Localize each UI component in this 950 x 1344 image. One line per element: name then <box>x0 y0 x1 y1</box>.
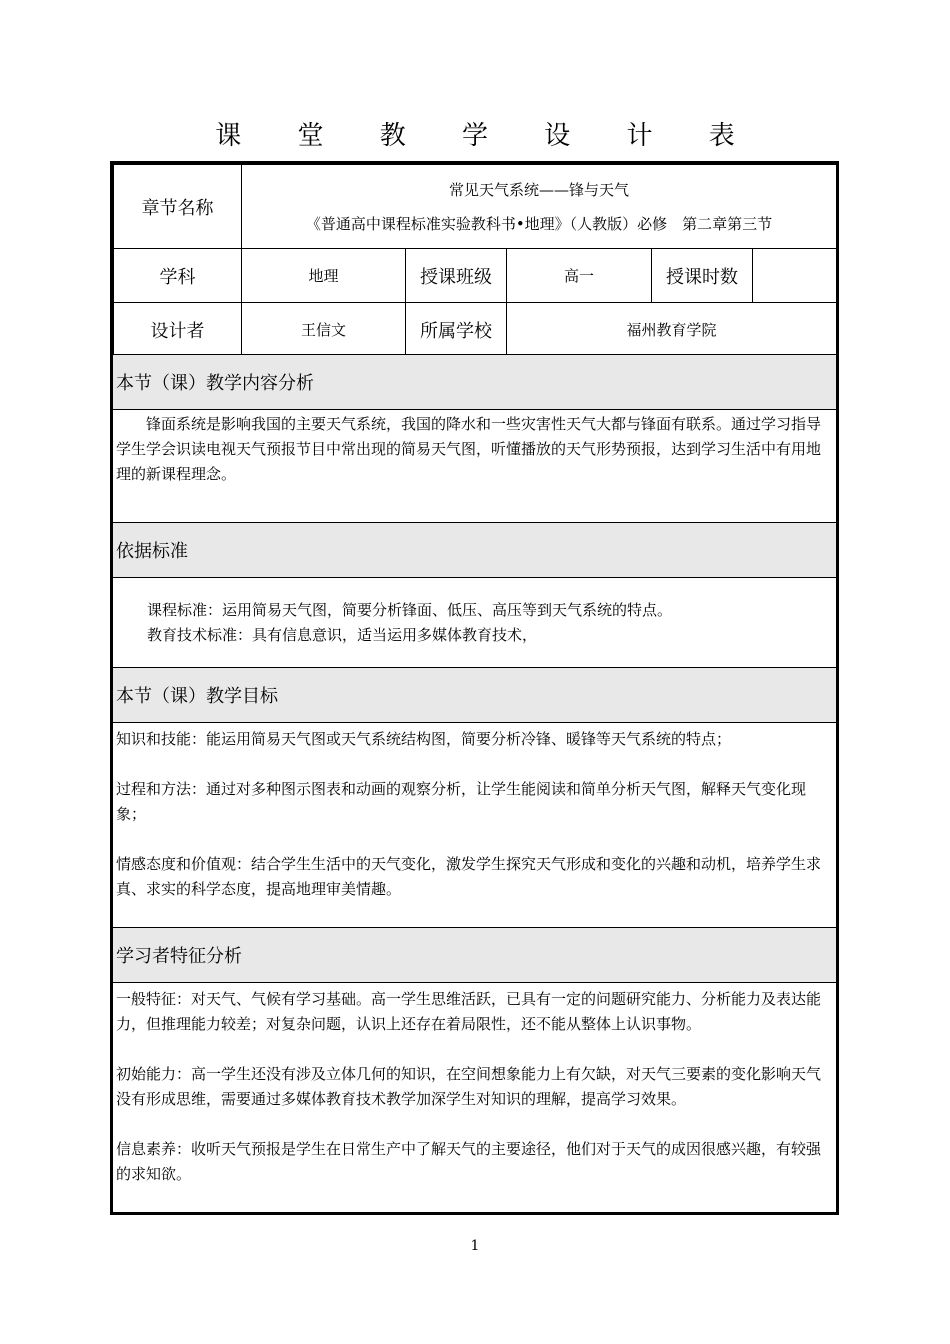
subject-value: 地理 <box>242 249 406 303</box>
page-title: 课 堂 教 学 设 计 表 <box>215 121 759 151</box>
chapter-title: 常见天气系统——锋与天气 <box>449 180 630 199</box>
learner-general: 一般特征：对天气、气候有学习基础。高一学生思维活跃，已具有一定的问题研究能力、分析能力及表达能力，但推理能力较差；对复杂问题，认识上还存在着局限性，还不能从整体上认识事物。 <box>116 990 822 1033</box>
objectives-heading: 本节（课）教学目标 <box>113 667 836 723</box>
school-value: 福州教育学院 <box>507 303 837 357</box>
content-analysis-body <box>113 412 836 487</box>
objectives-body <box>113 727 836 902</box>
class-value: 高一 <box>507 249 652 303</box>
tech-standard: 教育技术标准：具有信息意识，适当运用多媒体教育技术， <box>147 626 538 644</box>
content-analysis-heading: 本节（课）教学内容分析 <box>113 354 836 410</box>
chapter-label: 章节名称 <box>114 165 242 249</box>
chapter-value <box>242 165 837 249</box>
learners-body <box>113 987 836 1187</box>
designer-label: 设计者 <box>114 303 242 357</box>
class-label: 授课班级 <box>406 249 507 303</box>
header-table <box>113 164 837 357</box>
objective-knowledge: 知识和技能：能运用简易天气图或天气系统结构图，简要分析冷锋、暖锋等天气系统的特点； <box>116 730 732 748</box>
designer-value: 王信文 <box>242 303 406 357</box>
objective-process: 过程和方法：通过对多种图示图表和动画的观察分析，让学生能阅读和简单分析天气图，解释天气变化现象； <box>116 780 807 823</box>
subject-label: 学科 <box>114 249 242 303</box>
hours-label: 授课时数 <box>652 249 753 303</box>
learners-heading: 学习者特征分析 <box>113 927 836 983</box>
standards-heading: 依据标准 <box>113 522 836 578</box>
learner-initial: 初始能力：高一学生还没有涉及立体几何的知识，在空间想象能力上有欠缺，对天气三要素的变化影响天气没有形成思维，需要通过多媒体教育技术教学加深学生对知识的理解，提高学习效果。 <box>116 1065 822 1108</box>
course-standard: 课程标准：运用简易天气图，简要分析锋面、低压、高压等到天气系统的特点。 <box>147 601 673 619</box>
school-label: 所属学校 <box>406 303 507 357</box>
chapter-source: 《普通高中课程标准实验教科书•地理》（人教版）必修 第二章第三节 <box>305 214 773 233</box>
objective-emotion: 情感态度和价值观：结合学生生活中的天气变化，激发学生探究天气形成和变化的兴趣和动机，培养学生求真、求实的科学态度，提高地理审美情趣。 <box>116 855 822 898</box>
learner-info: 信息素养：收听天气预报是学生在日常生产中了解天气的主要途径，他们对于天气的成因很感兴趣，有较强的求知欲。 <box>116 1140 822 1183</box>
standards-body <box>113 598 836 648</box>
page-number: 1 <box>470 1238 480 1254</box>
hours-value <box>753 249 837 303</box>
content-analysis-text: 锋面系统是影响我国的主要天气系统，我国的降水和一些灾害性天气大都与锋面有联系。通过学习指导学生学会识读电视天气预报节目中常出现的简易天气图，听懂播放的天气形势预报，达到学习生活中有用地理的新课程理念。 <box>116 415 822 483</box>
